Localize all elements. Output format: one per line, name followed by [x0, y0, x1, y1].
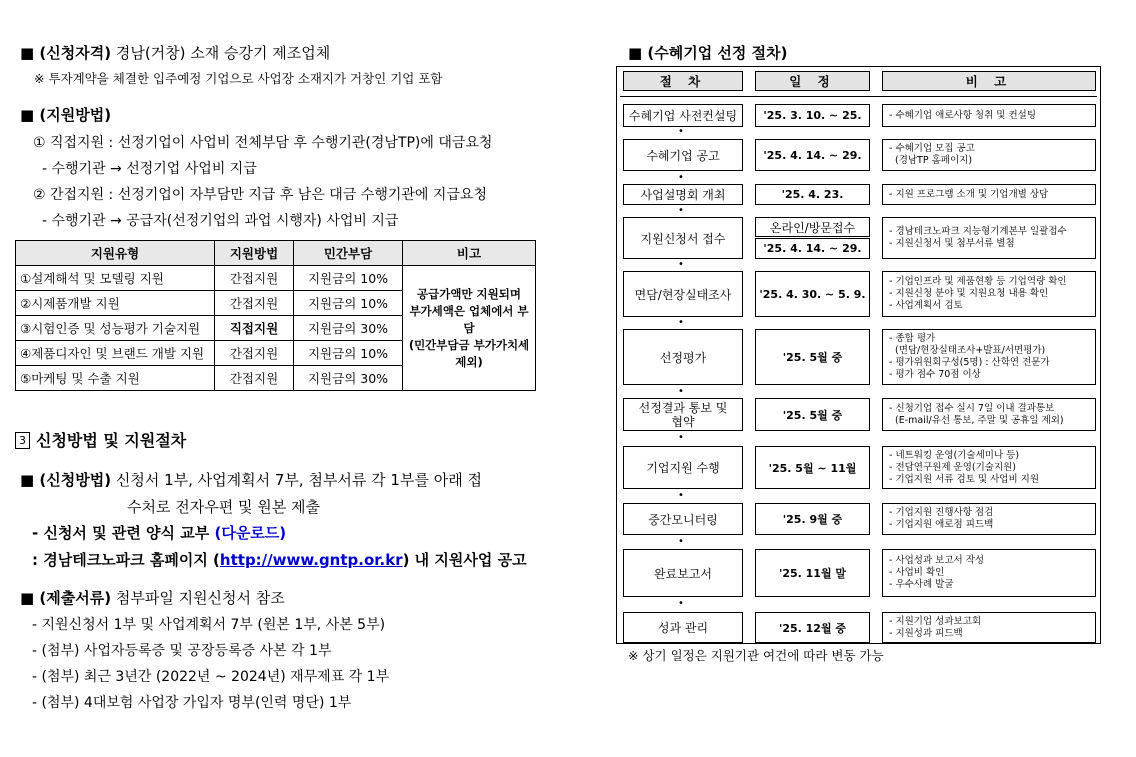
- method-heading: ■ (지원방법): [20, 106, 112, 124]
- header-remarks: 비 고: [882, 71, 1096, 91]
- cell-type: ①설계해석 및 모델링 지원: [16, 266, 215, 291]
- method-item-4: - 수행기관 → 공급자(선정기업의 과업 시행자) 사업비 지급: [42, 213, 399, 229]
- method-item-3: ② 간접지원 : 선정기업이 자부담만 지급 후 남은 대금 수행기관에 지급요청: [33, 187, 487, 203]
- download-link[interactable]: (다운로드): [214, 524, 287, 542]
- step-notes: - 지원 프로그램 소개 및 기업개별 상담: [882, 184, 1096, 205]
- step-notes: - 네트워킹 운영(기술세미나 등) - 전담연구원제 운영(기술지원) - 기업지원 서류 검토 및 사업비 지원: [882, 446, 1096, 489]
- step-notes: - 사업성과 보고서 작성 - 사업비 확인 - 우수사례 발굴: [882, 549, 1096, 597]
- step-name: 완료보고서: [623, 549, 743, 597]
- apply-line-1: ■ (신청방법) 신청서 1부, 사업계획서 7부, 첨부서류 각 1부를 아래 접: [20, 471, 482, 489]
- step-date: '25. 5월 중: [755, 398, 870, 431]
- docs-item-2: - (첨부) 사업자등록증 및 공장등록증 사본 각 1부: [32, 643, 332, 659]
- cell-type: ⑤마케팅 및 수출 지원: [16, 366, 215, 391]
- cell-method: 간접지원: [215, 291, 294, 316]
- step-date: '25. 4. 30. ~ 5. 9.: [755, 271, 870, 317]
- cell-share: 지원금의 30%: [294, 366, 403, 391]
- cell-method: 간접지원: [215, 366, 294, 391]
- step-date: '25. 5월 ~ 11월: [755, 446, 870, 489]
- method-item-2: - 수행기관 → 선정기업 사업비 지급: [42, 161, 257, 177]
- cell-method: 간접지원: [215, 341, 294, 366]
- section-number: 3: [15, 432, 30, 449]
- eligibility-line: [20, 42, 330, 63]
- step-name: 면담/현장실태조사: [623, 271, 743, 317]
- cell-type: ②시제품개발 지원: [16, 291, 215, 316]
- step-date: '25. 4. 14. ~ 29.: [755, 238, 870, 259]
- eligibility-note: ※ 투자계약을 체결한 입주예정 기업으로 사업장 소재지가 거창인 기업 포함: [34, 71, 443, 86]
- step-notes: - 지원기업 성과보고회 - 지원성과 피드백: [882, 612, 1096, 643]
- form-download-line: - 신청서 및 관련 양식 교부 (다운로드): [32, 524, 287, 542]
- step-name: 성과 관리: [623, 612, 743, 643]
- docs-item-4: - (첨부) 4대보험 사업장 가입자 명부(인력 명단) 1부: [32, 695, 352, 711]
- apply-line-2: 수처로 전자우편 및 원본 제출: [127, 498, 320, 516]
- cell-type: ④제품디자인 및 브랜드 개발 지원: [16, 341, 215, 366]
- cell-note: 공급가액만 지원되며 부가세액은 업체에서 부담 (민간부담금 부가가치세 제외): [403, 266, 536, 391]
- header-date: 일 정: [755, 71, 870, 91]
- step-date: '25. 11월 말: [755, 549, 870, 597]
- step-notes: - 수혜기업 애로사항 청취 및 컨설팅: [882, 104, 1096, 127]
- table-row: [16, 266, 536, 291]
- header-type: 지원유형: [16, 241, 215, 266]
- step-notes: - 기업인프라 및 제품현황 등 기업역량 확인 - 지원신청 분야 및 지원요청 내용 확인 - 사업계획서 검토: [882, 271, 1096, 317]
- header-step: 절 차: [623, 71, 743, 91]
- procedure-footnote: ※ 상기 일정은 지원기관 여건에 따라 변동 가능: [628, 648, 884, 663]
- cell-method: 간접지원: [215, 266, 294, 291]
- cell-share: 지원금의 10%: [294, 341, 403, 366]
- step-name: 기업지원 수행: [623, 446, 743, 489]
- docs-item-3: - (첨부) 최근 3년간 (2022년 ~ 2024년) 재무제표 각 1부: [32, 669, 390, 685]
- step-notes: - 기업지원 진행사항 점검 - 기업지원 애로점 피드백: [882, 503, 1096, 535]
- step-date: '25. 5월 중: [755, 329, 870, 385]
- step-notes: - 종합 평가 (면담/현장실태조사+발표/서면평가) - 평가위원회구성(5명) : 산학연 전문가 - 평가 점수 70점 이상: [882, 329, 1096, 385]
- step-date: '25. 9월 중: [755, 503, 870, 535]
- section-3-title: 3 신청방법 및 지원절차: [15, 428, 186, 451]
- step-date: '25. 12월 중: [755, 612, 870, 643]
- step-date: '25. 4. 14. ~ 29.: [755, 139, 870, 171]
- eligibility-heading: ■ (신청자격): [20, 44, 112, 62]
- docs-heading-line: ■ (제출서류) 첨부파일 지원신청서 참조: [20, 589, 285, 607]
- step-notes: - 경남테크노파크 지능형기계본부 일괄접수 - 지원신청서 및 첨부서류 별첨: [882, 217, 1096, 259]
- header-method: 지원방법: [215, 241, 294, 266]
- header-share: 민간부담: [294, 241, 403, 266]
- step-name: 수혜기업 사전컨설팅: [623, 104, 743, 127]
- cell-share: 지원금의 10%: [294, 266, 403, 291]
- cell-share: 지원금의 10%: [294, 291, 403, 316]
- step-date-top: 온라인/방문접수: [755, 217, 870, 237]
- eligibility-text: 경남(거창) 소재 승강기 제조업체: [111, 44, 331, 62]
- step-name: 사업설명회 개최: [623, 184, 743, 205]
- header-note: 비고: [403, 241, 536, 266]
- docs-item-1: - 지원신청서 1부 및 사업계획서 7부 (원본 1부, 사본 5부): [32, 617, 386, 633]
- step-name: 수혜기업 공고: [623, 139, 743, 171]
- homepage-link[interactable]: http://www.gntp.or.kr: [219, 551, 403, 569]
- step-notes: - 신청기업 접수 실시 7일 이내 결과통보 (E-mail/유선 통보, 주말 및 공휴일 제외): [882, 398, 1096, 431]
- step-name: 선정결과 통보 및 협약: [623, 398, 743, 431]
- step-name: 선정평가: [623, 329, 743, 385]
- homepage-line: : 경남테크노파크 홈페이지 (http://www.gntp.or.kr) 내 지원사업 공고: [32, 551, 527, 569]
- cell-type: ③시험인증 및 성능평가 기술지원: [16, 316, 215, 341]
- step-name: 지원신청서 접수: [623, 217, 743, 259]
- step-notes: - 수혜기업 모집 공고 (경남TP 홈페이지): [882, 139, 1096, 171]
- method-item-1: ① 직접지원 : 선정기업이 사업비 전체부담 후 수행기관(경남TP)에 대금요청: [33, 135, 493, 151]
- step-name: 중간모니터링: [623, 503, 743, 535]
- cell-method: 직접지원: [215, 316, 294, 341]
- support-type-table: [15, 240, 536, 391]
- cell-share: 지원금의 30%: [294, 316, 403, 341]
- procedure-heading: ■ (수혜기업 선정 절차): [628, 44, 788, 62]
- step-date: '25. 4. 23.: [755, 184, 870, 205]
- step-date: '25. 3. 10. ~ 25.: [755, 104, 870, 127]
